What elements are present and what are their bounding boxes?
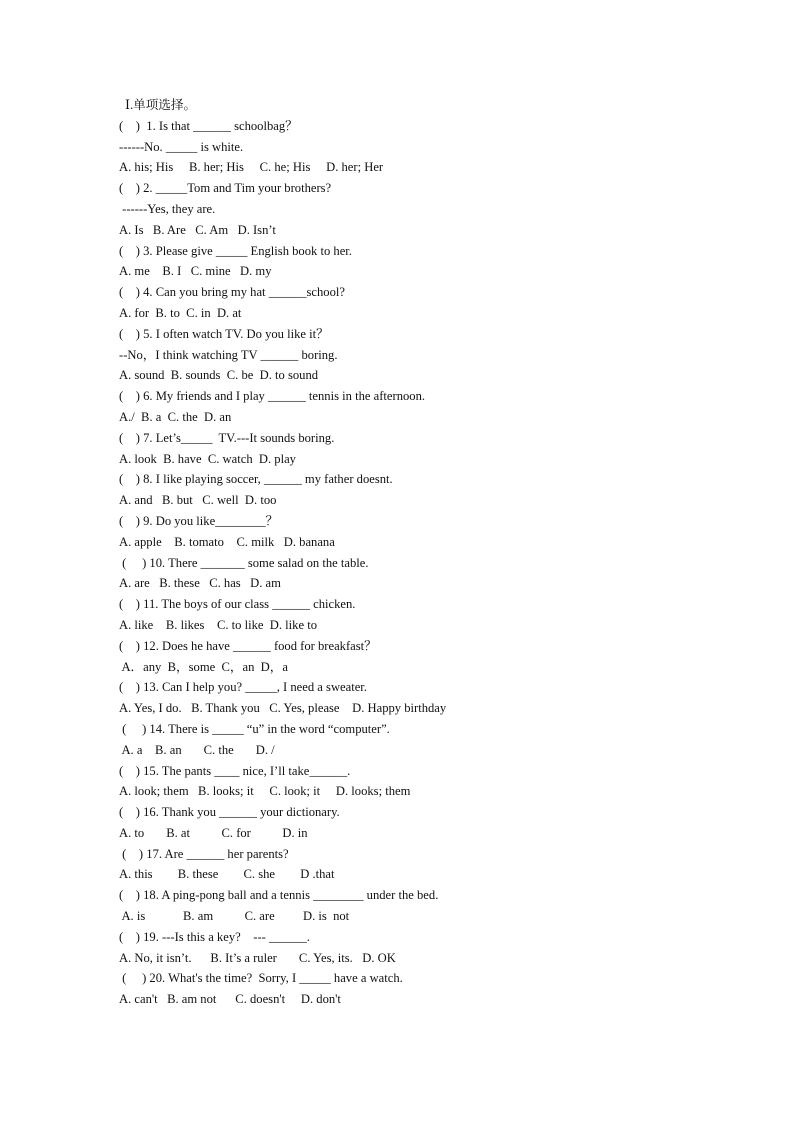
q14-options: A. a B. an C. the D. / bbox=[119, 742, 275, 757]
q11-stem: ( ) 11. The boys of our class ______ chicken. bbox=[119, 597, 356, 612]
q18-stem: ( ) 18. A ping-pong ball and a tennis ________ under the bed. bbox=[119, 888, 439, 903]
q8-options: A. and B. but C. well D. too bbox=[119, 493, 277, 508]
q10-stem: ( ) 10. There _______ some salad on the table. bbox=[119, 555, 369, 570]
q2-options: A. Is B. Are C. Am D. Isn’t bbox=[119, 222, 276, 237]
q7-options: A. look B. have C. watch D. play bbox=[119, 451, 296, 466]
q4-options: A. for B. to C. in D. at bbox=[119, 305, 242, 320]
q20-stem: ( ) 20. What's the time? Sorry, I _____ have a watch. bbox=[119, 971, 403, 986]
q9-options: A. apple B. tomato C. milk D. banana bbox=[119, 534, 335, 549]
q20-options: A. can't B. am not C. doesn't D. don't bbox=[119, 992, 341, 1007]
q15-stem: ( ) 15. The pants ____ nice, I’ll take______. bbox=[119, 763, 351, 778]
q3-options: A. me B. I C. mine D. my bbox=[119, 264, 272, 279]
q1-options: A. his; His B. her; His C. he; His D. her; Her bbox=[119, 160, 384, 175]
q9-stem: ( ) 9. Do you like________？ bbox=[119, 513, 279, 528]
q5-stem: ( ) 5. I often watch TV. Do you like it？ bbox=[119, 326, 329, 341]
q1-dialogue: ------No. _____ is white. bbox=[119, 139, 244, 154]
q4-stem: ( ) 4. Can you bring my hat ______school? bbox=[119, 285, 345, 300]
q7-stem: ( ) 7. Let’s_____ TV.---It sounds boring. bbox=[119, 430, 335, 445]
q16-options: A. to B. at C. for D. in bbox=[119, 825, 308, 840]
q10-options: A. are B. these C. has D. am bbox=[119, 576, 281, 591]
q18-options: A. is B. am C. are D. is not bbox=[119, 909, 350, 924]
q2-dialogue: ------Yes, they are. bbox=[119, 201, 216, 216]
q6-stem: ( ) 6. My friends and I play ______ tennis in the afternoon. bbox=[119, 389, 426, 404]
q12-stem: ( ) 12. Does he have ______ food for breakfast？ bbox=[119, 638, 377, 653]
q14-stem: ( ) 14. There is _____ “u” in the word “computer”. bbox=[119, 721, 390, 736]
q19-options: A. No, it isn’t. B. It’s a ruler C. Yes, its. D. OK bbox=[119, 950, 396, 965]
q16-stem: ( ) 16. Thank you ______ your dictionary. bbox=[119, 805, 340, 820]
q8-stem: ( ) 8. I like playing soccer, ______ my father doesnt. bbox=[119, 472, 393, 487]
q3-stem: ( ) 3. Please give _____ English book to her. bbox=[119, 243, 352, 258]
q2-stem: ( ) 2. _____Tom and Tim your brothers? bbox=[119, 181, 332, 196]
question-list bbox=[119, 95, 719, 1010]
q12-options: A．any B，some C，an D，a bbox=[119, 659, 288, 674]
q6-options: A./ B. a C. the D. an bbox=[119, 409, 232, 424]
q11-options: A. like B. likes C. to like D. like to bbox=[119, 617, 317, 632]
q5-dialogue: --No，I think watching TV ______ boring. bbox=[119, 347, 338, 362]
q19-stem: ( ) 19. ---Is this a key? --- ______. bbox=[119, 929, 310, 944]
q1-stem: ( ) 1. Is that ______ schoolbag？ bbox=[119, 118, 298, 133]
q5-options: A. sound B. sounds C. be D. to sound bbox=[119, 368, 319, 383]
q15-options: A. look; them B. looks; it C. look; it D. looks; them bbox=[119, 784, 411, 799]
q13-stem: ( ) 13. Can I help you? _____, I need a sweater. bbox=[119, 680, 367, 695]
section-title: Ⅰ.单项选择。 bbox=[125, 98, 197, 112]
q13-options: A. Yes, I do. B. Thank you C. Yes, please D. Happy birthday bbox=[119, 701, 447, 716]
q17-options: A. this B. these C. she D .that bbox=[119, 867, 335, 882]
q17-stem: ( ) 17. Are ______ her parents? bbox=[119, 846, 289, 861]
